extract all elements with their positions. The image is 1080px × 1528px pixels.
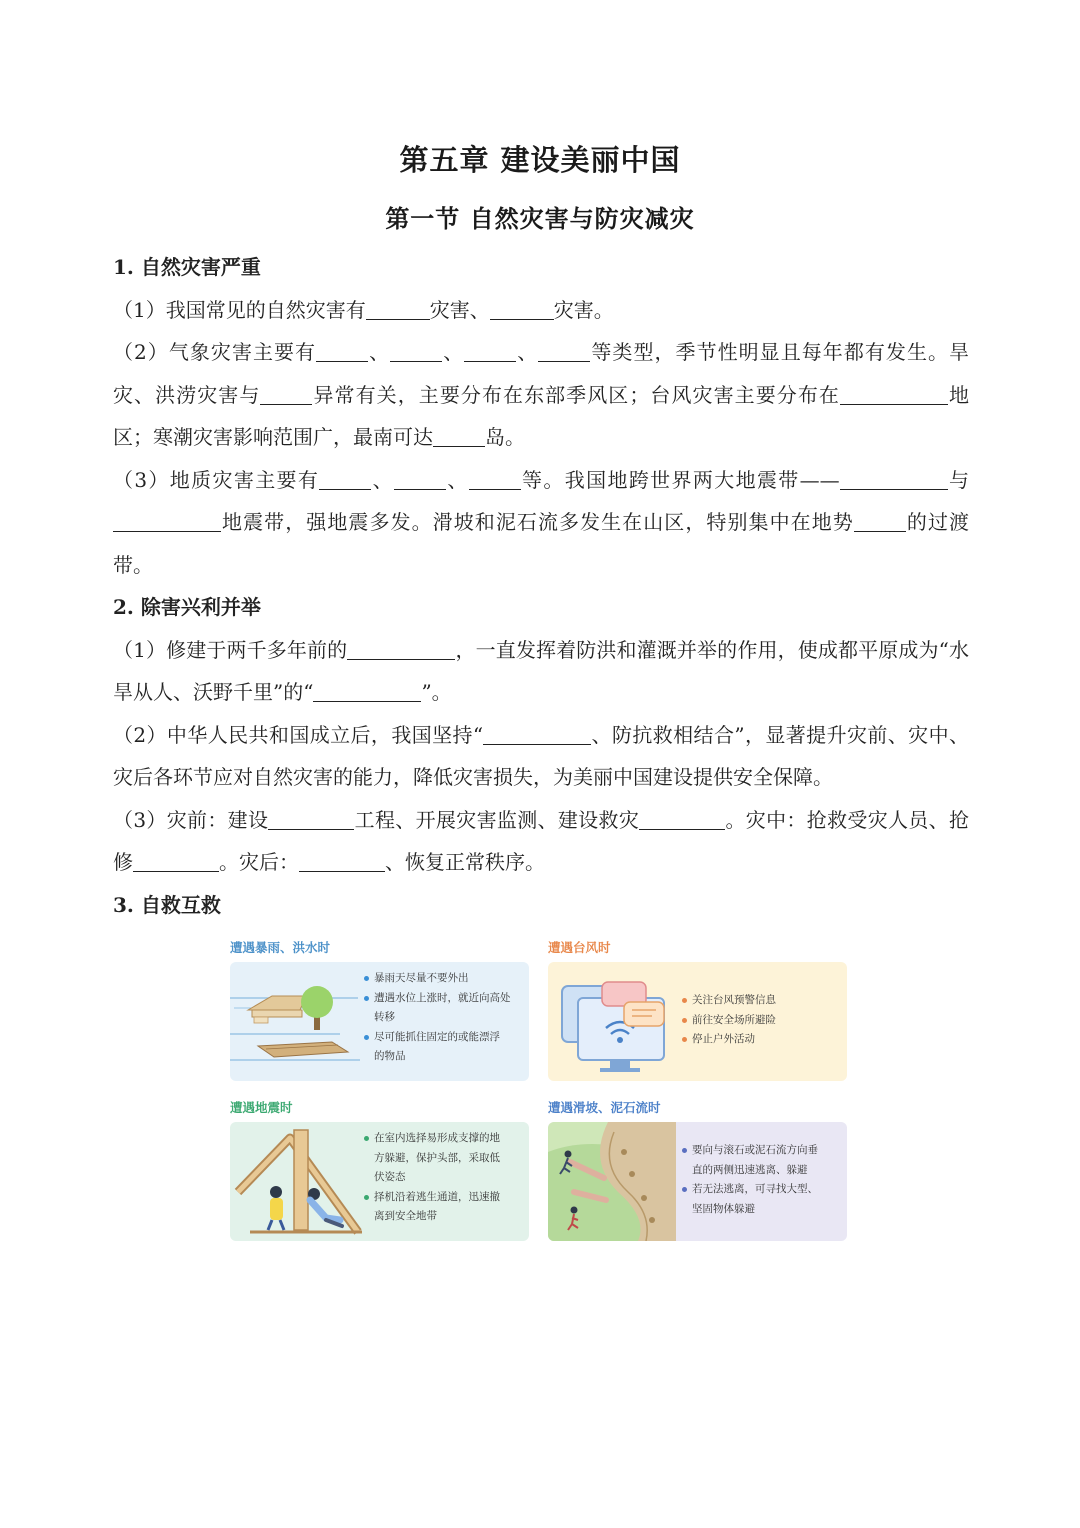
blank[interactable] (268, 809, 354, 830)
blank[interactable] (113, 511, 221, 532)
tip-item: 停止户外活动 (682, 1030, 776, 1050)
panel-bullets (682, 991, 776, 1050)
blank[interactable] (260, 384, 312, 405)
tip-item-continued: 转移 (374, 1011, 395, 1023)
blank[interactable] (394, 469, 446, 490)
panel-bullets (682, 1141, 818, 1219)
paragraph-2-2: （2）中华人民共和国成立后，我国坚持“ 、防抗救相结合”，显著提升灾前、灾中、灾后各环节应对自然灾害的能力，降低灾害损失，为美丽中国建设提供安全保障。 (113, 722, 969, 789)
panel-title: 遭遇暴雨、洪水时 (230, 940, 331, 955)
paragraph-1-2: （2）气象灾害主要有 、 、 、 等类型，季节性明显且每年都有发生。旱灾、洪涝灾害与 异常有关，主要分布在东部季风区；台风灾害主要分布在 地区；寒潮灾害影响范围广，最南可达 岛。 (113, 340, 970, 449)
tip-item: 尽可能抓住固定的或能漂浮 (364, 1028, 511, 1048)
tip-item-continued: 的物品 (374, 1050, 406, 1062)
tip-item-continued: 伏姿态 (374, 1171, 406, 1183)
panel-earthquake (230, 1098, 529, 1222)
panel-flood (230, 938, 529, 1062)
tip-item: 择机沿着逃生通道，迅速撤 (364, 1188, 500, 1208)
blank[interactable] (538, 341, 590, 362)
section-title: 第一节 自然灾害与防灾减灾 (385, 205, 695, 233)
tip-item-continued: 方躲避，保护头部，采取低 (374, 1151, 500, 1164)
tip-item: 关注台风预警信息 (682, 991, 776, 1011)
paragraph-1-1: （1）我国常见的自然灾害有 灾害、 灾害。 (113, 297, 614, 322)
blank[interactable] (464, 341, 516, 362)
blank[interactable] (299, 851, 385, 872)
chapter-title: 第五章 建设美丽中国 (399, 143, 681, 177)
blank[interactable] (490, 299, 554, 320)
paragraph-2-3: （3）灾前：建设 工程、开展灾害监测、建设救灾 。灾中：抢救受灾人员、抢修 。灾后： 、恢复正常秩序。 (113, 807, 970, 874)
blank[interactable] (319, 469, 371, 490)
blank[interactable] (433, 426, 485, 447)
paragraph-1-3: （3）地质灾害主要有 、 、 等。我国地跨世界两大地震带—— 与地震带，强地震多发。滑坡和泥石流多发生在山区，特别集中在地势 的过渡带。 (113, 467, 970, 577)
panel-title: 遭遇台风时 (548, 940, 611, 955)
blank[interactable] (854, 511, 906, 532)
blank[interactable] (390, 341, 442, 362)
tip-item: 遭遇水位上涨时，就近向高处 (364, 989, 511, 1009)
tip-item: 前往安全场所避险 (682, 1011, 776, 1031)
blank[interactable] (366, 299, 430, 320)
blank[interactable] (483, 724, 591, 745)
document-body (113, 246, 969, 926)
heading-self-rescue: 3. 自救互救 (113, 892, 221, 917)
paragraph-2-1: （1）修建于两千多年前的 ，一直发挥着防洪和灌溉并举的作用，使成都平原成为“水旱从人、沃野千里”的“ ”。 (113, 637, 969, 704)
heading-disaster-prevention: 2. 除害兴利并举 (113, 595, 261, 619)
tip-item: 暴雨天尽量不要外出 (364, 969, 511, 989)
tip-item-continued: 坚固物体躲避 (692, 1202, 755, 1215)
tip-item: 在室内选择易形成支撑的地 (364, 1129, 500, 1149)
blank[interactable] (840, 384, 948, 405)
panel-bullets (364, 969, 511, 1067)
heading-natural-disasters: 1. 自然灾害严重 (113, 255, 261, 279)
self-rescue-figure (230, 938, 850, 1243)
tip-item-continued: 离到安全地带 (374, 1210, 437, 1222)
tip-item-continued: 直的两侧迅速逃离、躲避 (692, 1163, 808, 1176)
blank[interactable] (313, 681, 421, 702)
blank[interactable] (469, 469, 521, 490)
panel-title: 遭遇滑坡、泥石流时 (548, 1100, 661, 1115)
panel-typhoon (548, 938, 847, 1045)
panel-landslide (548, 1098, 847, 1215)
panel-bullets (364, 1129, 500, 1227)
panel-title: 遭遇地震时 (230, 1100, 293, 1115)
blank[interactable] (347, 639, 455, 660)
tip-item: 若无法逃离，可寻找大型、 (682, 1180, 818, 1200)
tip-item: 要向与滚石或泥石流方向垂 (682, 1141, 818, 1161)
blank[interactable] (840, 469, 948, 490)
blank[interactable] (133, 851, 219, 872)
blank[interactable] (639, 809, 725, 830)
blank[interactable] (316, 341, 368, 362)
